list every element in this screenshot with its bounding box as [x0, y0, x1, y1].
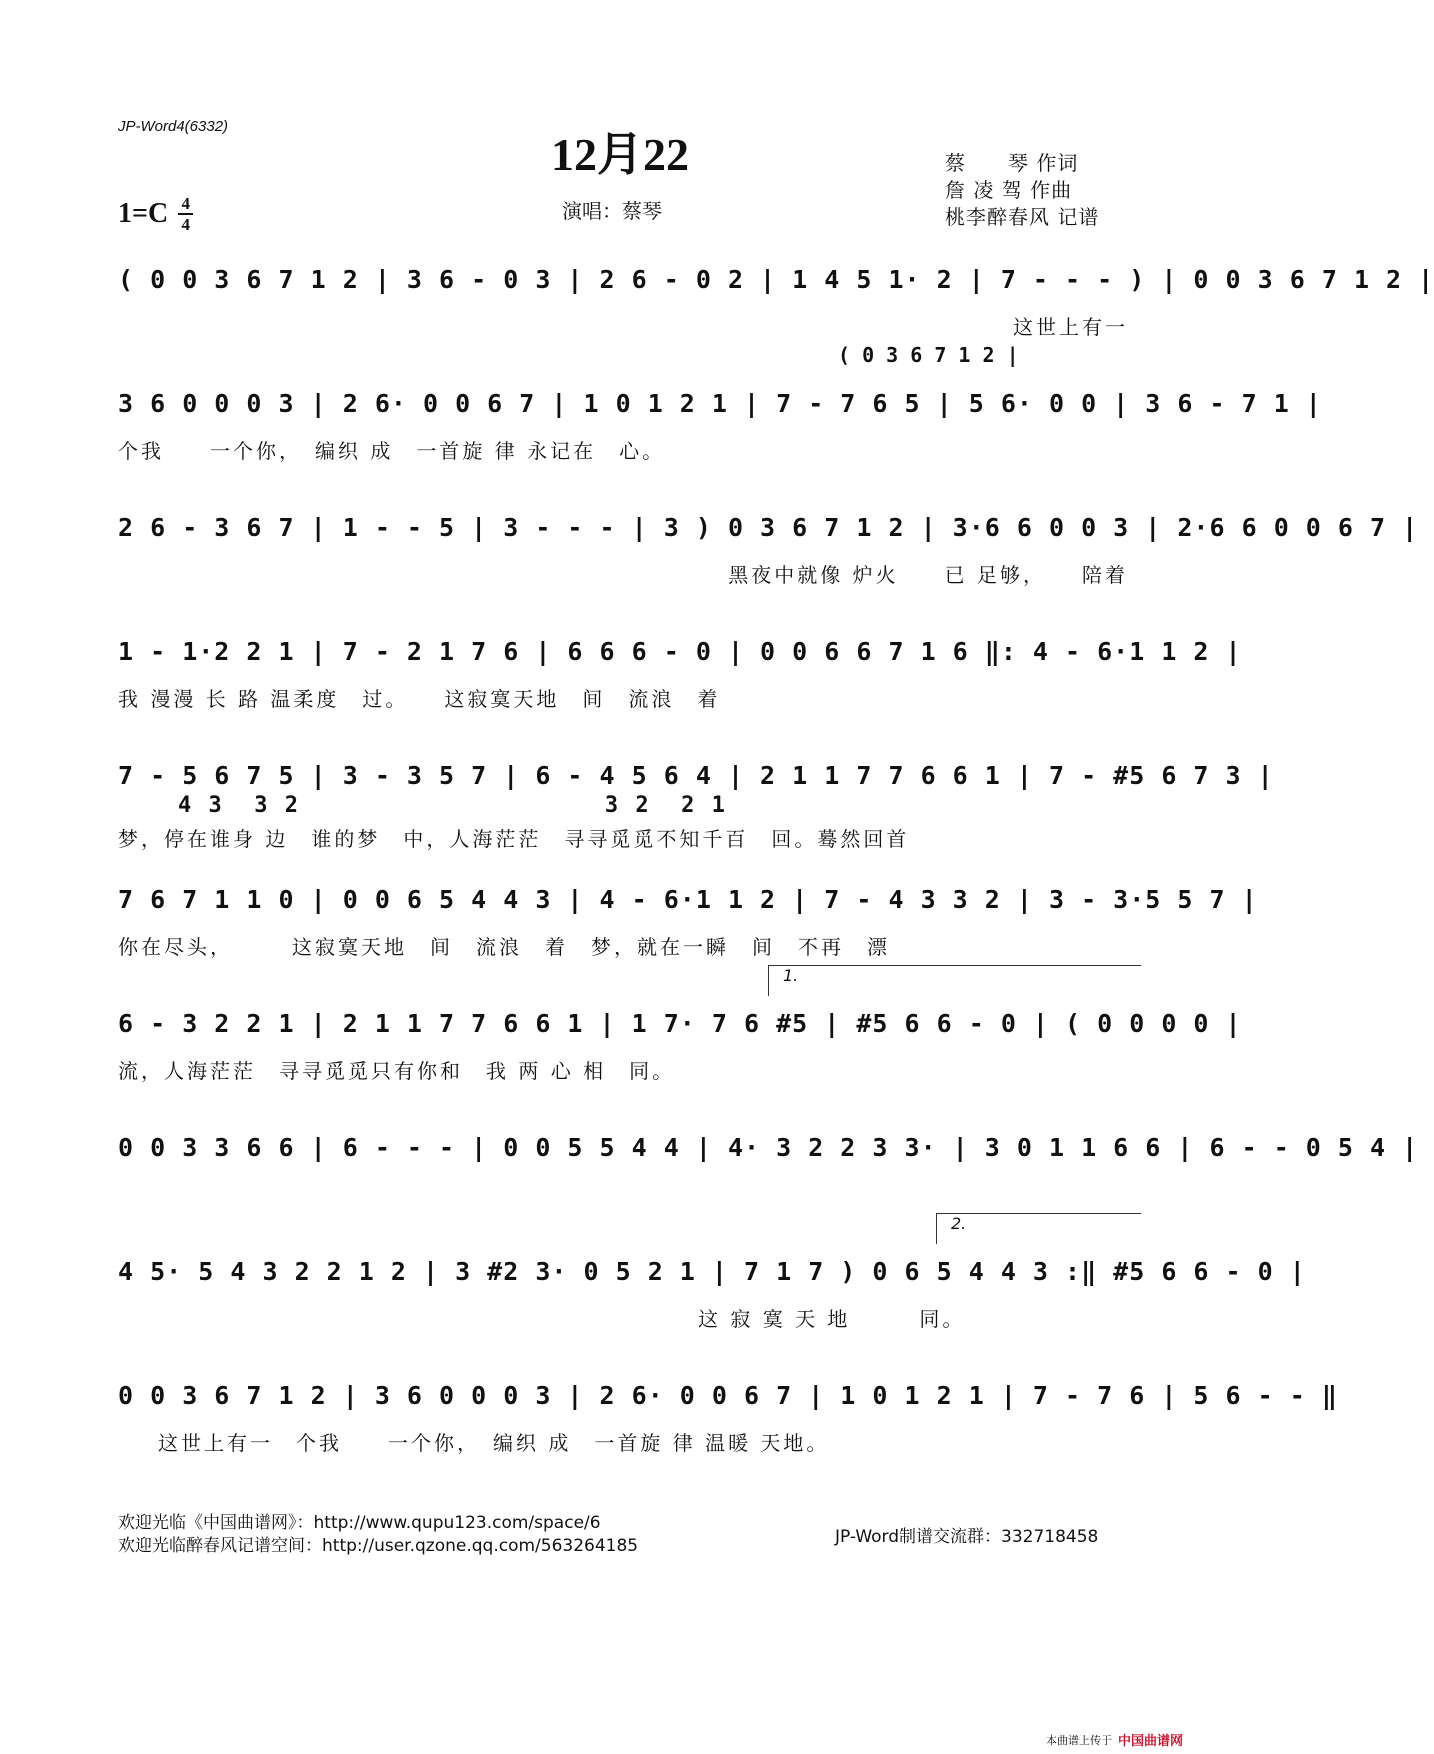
software-version: JP-Word4(6332)	[118, 118, 229, 135]
credits-block	[945, 150, 1099, 231]
meter-bottom: 4	[181, 215, 190, 234]
notation-line: 1 - 1·2 2 1 | 7 - 2 1 7 6 | 6 6 6 - 0 | 0 0 6 6 7 1 6 ‖: 4 - 6·1 1 2 |	[118, 636, 1242, 666]
score-row	[118, 627, 1242, 751]
song-title: 12月22	[551, 129, 689, 180]
time-signature	[178, 195, 193, 233]
footer-links	[118, 1512, 638, 1558]
footer-link-qzone[interactable]: 欢迎光临醉春风记谱空间：http://user.qzone.qq.com/563264185	[118, 1536, 639, 1556]
notation-line: 4 5· 5 4 3 2 2 1 2 | 3 #2 3· 0 5 2 1 | 7 1 7 ) 0 6 5 4 4 3 :‖ #5 6 6 - 0 |	[118, 1256, 1306, 1286]
notation-line: 7 - 5 6 7 5 | 3 - 3 5 7 | 6 - 4 5 6 4 | 2 1 1 7 7 6 6 1 | 7 - #5 6 7 3 |	[118, 760, 1274, 790]
score-row	[118, 1214, 1306, 1371]
volta-bracket-2: 2.	[936, 1213, 1141, 1244]
score-row	[118, 751, 1274, 875]
transcriber-credit: 桃李醉春风 记谱	[945, 205, 1100, 229]
upload-stamp	[1046, 1730, 1183, 1749]
lyric-line: 黑夜中就像 炉火 已 足够， 陪着	[728, 563, 1128, 587]
stamp-text: 本曲谱上传于	[1046, 1733, 1112, 1747]
lyric-line: 个我 一个你， 编织 成 一首旋 律 永记在 心。	[118, 439, 666, 463]
notation-line: 7 6 7 1 1 0 | 0 0 6 5 4 4 3 | 4 - 6·1 1 2 | 7 - 4 3 3 2 | 3 - 3·5 5 7 |	[118, 884, 1258, 914]
notation-line: 0 0 3 6 7 1 2 | 3 6 0 0 0 3 | 2 6· 0 0 6 7 | 1 0 1 2 1 | 7 - 7 6 | 5 6 - - ‖	[118, 1380, 1338, 1410]
footer-group: JP-Word制谱交流群：332718458	[835, 1527, 1099, 1547]
singer-credit: 演唱：蔡琴	[562, 199, 662, 223]
key-label: 1=C	[118, 198, 169, 229]
lyric-line: 这世上有一 个我 一个你， 编织 成 一首旋 律 温暖 天地。	[158, 1431, 830, 1455]
score-row	[118, 343, 1322, 503]
score-row	[118, 503, 1419, 627]
volta-bracket-1: 1.	[768, 965, 1141, 996]
site-logo: 中国曲谱网	[1118, 1734, 1184, 1749]
lyricist-credit: 蔡 琴 作词	[945, 151, 1079, 175]
score-row	[118, 966, 1242, 1123]
lyric-line: 你在尽头， 这寂寞天地 间 流浪 着 梦，就在一瞬 间 不再 漂	[118, 935, 890, 959]
lyric-line: 我 漫漫 长 路 温柔度 过。 这寂寞天地 间 流浪 着	[118, 687, 721, 711]
notation-line: 3 6 0 0 0 3 | 2 6· 0 0 6 7 | 1 0 1 2 1 | 7 - 7 6 5 | 5 6· 0 0 | 3 6 - 7 1 |	[118, 388, 1322, 418]
lyric-line: 这世上有一	[1013, 315, 1128, 339]
score-row	[118, 1371, 1338, 1495]
notation-line: 6 - 3 2 2 1 | 2 1 1 7 7 6 6 1 | 1 7· 7 6 #5 | #5 6 6 - 0 | ( 0 0 0 0 |	[118, 1008, 1242, 1038]
lyric-line: 这 寂 寞 天 地 同。	[698, 1307, 966, 1331]
notation-line: 2 6 - 3 6 7 | 1 - - 5 | 3 - - - | 3 ) 0 3 6 7 1 2 | 3·6 6 0 0 3 | 2·6 6 0 0 6 7 |	[118, 512, 1419, 542]
score	[118, 255, 1434, 1495]
lyric-line: 梦，停在谁身 边 谁的梦 中，人海茫茫 寻寻觅觅不知千百 回。蓦然回首	[118, 827, 910, 851]
lyric-line: 流，人海茫茫 寻寻觅觅只有你和 我 两 心 相 同。	[118, 1059, 676, 1083]
notation-line: 0 0 3 3 6 6 | 6 - - - | 0 0 5 5 4 4 | 4· 3 2 2 3 3· | 3 0 1 1 6 6 | 6 - - 0 5 4 |	[118, 1132, 1419, 1162]
key-signature	[118, 195, 193, 233]
harmony-line: 4 3 3 2 3 2 2 1	[178, 793, 727, 818]
notation-line: ( 0 0 3 6 7 1 2 | 3 6 - 0 3 | 2 6 - 0 2 | 1 4 5 1· 2 | 7 - - - ) | 0 0 3 6 7 1 2 |	[118, 264, 1434, 294]
upper-voice: ( 0 3 6 7 1 2 |	[838, 343, 1019, 367]
footer-link-qupu[interactable]: 欢迎光临《中国曲谱网》：http://www.qupu123.com/space/6	[118, 1513, 601, 1533]
composer-credit: 詹 凌 驾 作曲	[945, 178, 1073, 202]
meter-top: 4	[181, 194, 190, 213]
